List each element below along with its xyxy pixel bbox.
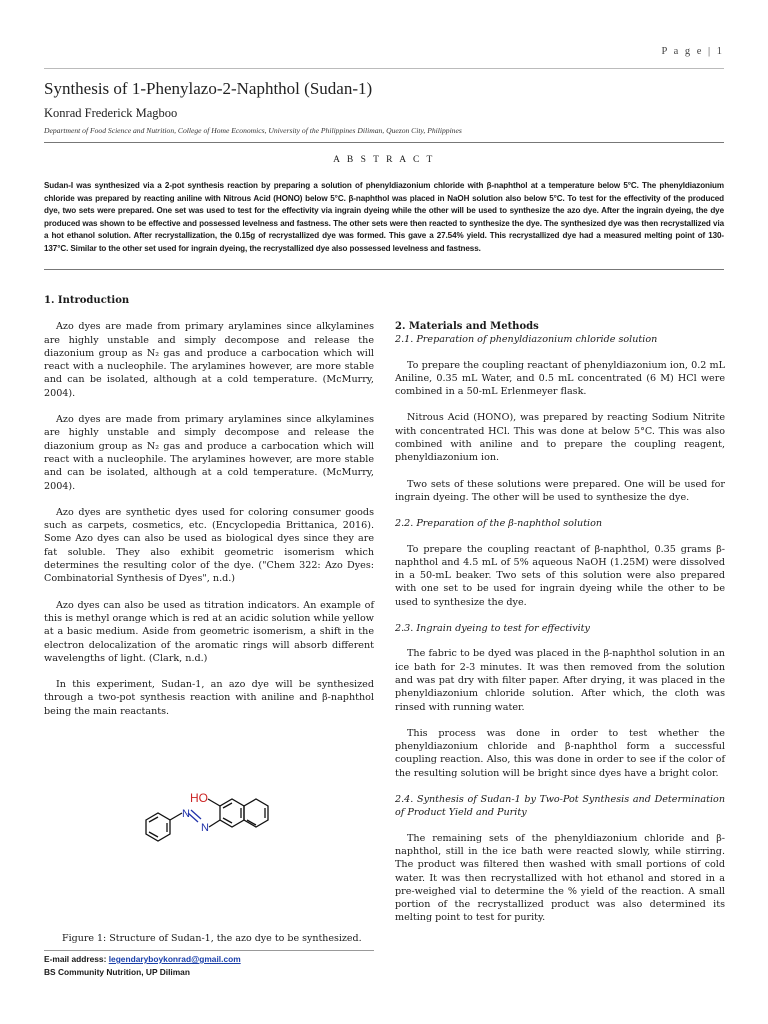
- sudan-1-structure: [130, 780, 310, 880]
- author-email: [44, 954, 241, 964]
- methods-paragraph: The fabric to be dyed was placed in the β-naphthol solution in an ice bath for 2-3 minutes. It was then removed from the solution and was pat dry with filter paper. After drying, it was placed in the phenyldiazonium chloride solution. After which, the cloth was rinsed with running water.: [395, 648, 725, 713]
- page-number: P a g e | 1: [661, 46, 724, 57]
- abstract-top-rule: [44, 142, 724, 143]
- intro-paragraph: Azo dyes are made from primary arylamines since alkylamines are highly unstable and simply decompose and release the diazonium group as N₂ gas and produce a carbocation which will react with a nucleophile. The arylamines however, are more stable and can be isolated, although at a cold temperature. (McMurry, 2004).: [44, 321, 374, 399]
- right-column: [395, 320, 725, 938]
- abstract-heading: A B S T R A C T: [333, 155, 435, 165]
- intro-paragraph: Azo dyes can also be used as titration indicators. An example of this is methyl orange which is red at an acidic solution while yellow at a basic medium. Aside from geometric isomerism, a shift in the electron delocalization of the aromatic rings will absorb different wavelengths of light. (Clark, n.d.): [44, 599, 374, 664]
- azo-n-label: N: [182, 808, 190, 820]
- author-program: BS Community Nutrition, UP Diliman: [44, 967, 190, 977]
- section-2-1-title: 2.1. Preparation of phenyldiazonium chloride solution: [395, 334, 658, 346]
- methods-paragraph: The remaining sets of the phenyldiazonium chloride and β-naphthol, still in the ice bath were reacted slowly, while stirring. The product was filtered then washed with small portions of cold water. It was then recrystallized with hot ethanol and stored in a pre-weighed vial to determine the % yield of the reaction. A small portion of the recrystallized product was also determined its melting point to test for purity.: [395, 832, 725, 924]
- header-rule: [44, 68, 724, 69]
- email-link[interactable]: legendaryboykonrad@gmail.com: [108, 954, 241, 964]
- methods-paragraph: To prepare the coupling reactant of phenyldiazonium ion, 0.2 mL Aniline, 0.35 mL Water, and 0.5 mL concentrated (6 M) HCl were combined in a 50-mL Erlenmeyer flask.: [395, 359, 725, 398]
- abstract-bottom-rule: [44, 269, 724, 270]
- footnote-rule: [44, 950, 374, 951]
- figure-caption: Figure 1: Structure of Sudan-1, the azo dye to be synthesized.: [62, 933, 362, 944]
- methods-paragraph: Two sets of these solutions were prepared. One will be used for ingrain dyeing. The other will be used to synthesize the dye.: [395, 478, 725, 503]
- azo-n-label: N: [201, 822, 209, 834]
- author-name: Konrad Frederick Magboo: [44, 106, 178, 120]
- left-column: [44, 294, 374, 731]
- methods-paragraph: To prepare the coupling reactant of β-naphthol, 0.35 grams β-naphthol and 4.5 mL of 5% aqueous NaOH (1.25M) were dissolved in a 50-mL beaker. Two sets of this solution were also prepared with one set to be used for ingrain dyeing while the other to be used to synthesize the dye.: [395, 543, 725, 608]
- affiliation: Department of Food Science and Nutrition, College of Home Economics, University of the Philippines Diliman, Quezon City, Philippines: [44, 126, 462, 135]
- intro-paragraph: In this experiment, Sudan-1, an azo dye will be synthesized through a two-pot synthesis reaction with aniline and β-naphthol being the main reactants.: [44, 679, 374, 717]
- ho-label: HO: [190, 791, 208, 805]
- methods-heading: 2. Materials and Methods: [395, 321, 539, 332]
- methods-paragraph: Nitrous Acid (HONO), was prepared by reacting Sodium Nitrite with concentrated HCl. This was done at below 5°C. This was also combined with aniline and to prepare the coupling reagent, phenyldiazonium ion.: [395, 412, 725, 464]
- section-2-3-title: 2.3. Ingrain dyeing to test for effectivity: [395, 623, 590, 635]
- methods-paragraph: This process was done in order to test whether the phenyldiazonium chloride and β-naphthol form a successful coupling reaction. Also, this was done in order to see if the color of the resulting solution will be bright since dyes have a bright color.: [395, 727, 725, 779]
- abstract-text: Sudan-I was synthesized via a 2-pot synthesis reaction by preparing a solution of phenyldiazonium chloride with β-naphthol at a temperature below 5°C. The phenyldiazonium chloride was prepared by reacting aniline with Nitrous Acid (HONO) below 5°C. β-naphthol was placed in NaOH solution also below 5°C. To test for the effectivity of the produced dye, two sets were prepared. One set was used to test for the effectivity via ingrain dyeing while the other will be used to synthesize the azo dye. After the ingrain dyeing, the dye produced was shown to be effective and possessed levelness and fastness. The other sets were then reacted to synthesize the dye. The synthesized dye was then recrystallized via a hot ethanol solution. After recrystallization, the 0.15g of recrystallized dye was formed. This gave a 27.54% yield. This recrystallized dye had a measured melting point of 130- 137°C. Similar to the other set used for ingrain dyeing, the recrystallized dye also possessed levelness and fastness.: [44, 181, 724, 253]
- paper-title: Synthesis of 1-Phenylazo-2-Naphthol (Sudan-1): [44, 79, 373, 98]
- section-2-4-title: 2.4. Synthesis of Sudan-1 by Two-Pot Synthesis and Determination of Product Yield and Purity: [395, 794, 725, 819]
- intro-paragraph: Azo dyes are synthetic dyes used for coloring consumer goods such as carpets, cosmetics, etc. (Encyclopedia Brittanica, 2016). Some Azo dyes can also be used as biological dyes since they are fat soluble. They also exhibit geometric isomerism which determines the resulting color of the dye. ("Chem 322: Azo Dyes: Combinatorial Synthesis of Dyes", n.d.): [44, 506, 374, 585]
- section-2-2-title: 2.2. Preparation of the β-naphthol solution: [395, 518, 603, 530]
- intro-heading: 1. Introduction: [44, 295, 130, 306]
- intro-paragraph: Azo dyes are made from primary arylamines since alkylamines are highly unstable and simply decompose and release the diazonium group as N₂ gas and produce a carbocation which will react with a nucleophile. The arylamines however, are more stable and can be isolated, although at a cold temperature. (McMurry, 2004).: [44, 414, 374, 492]
- email-label: E-mail address:: [44, 954, 109, 964]
